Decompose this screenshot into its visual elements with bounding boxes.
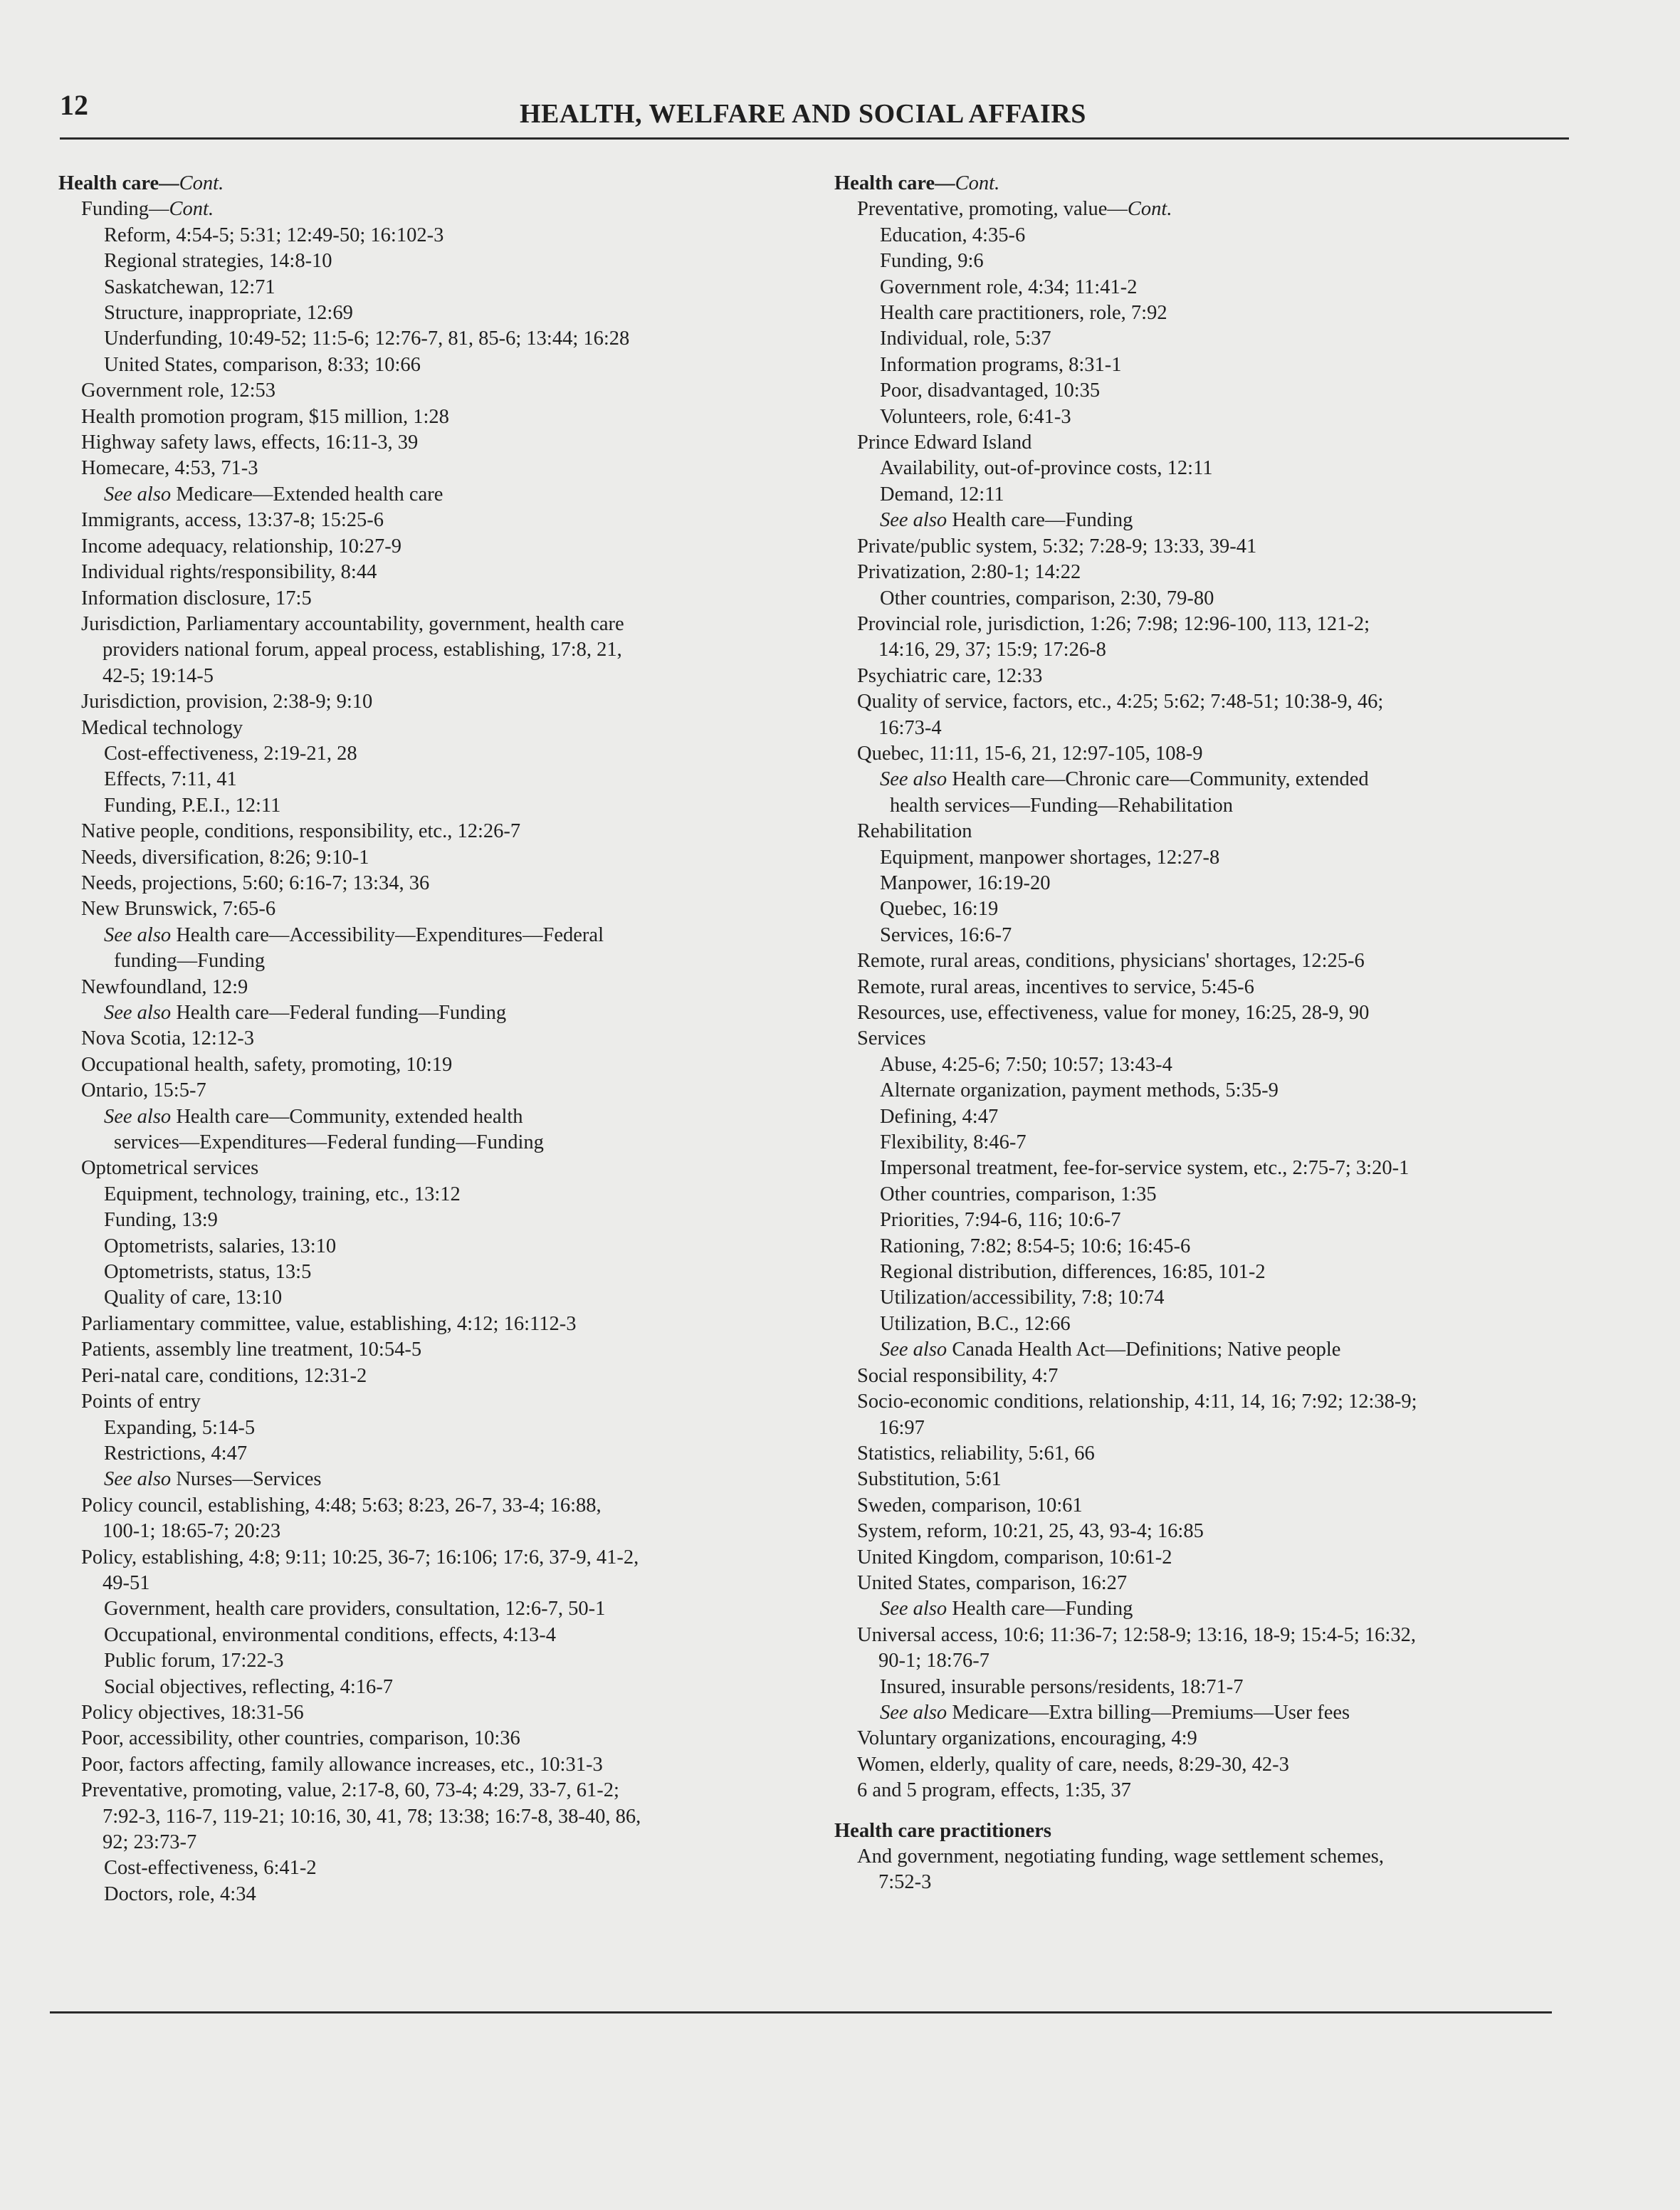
index-entry [81,1545,834,1571]
page-number: 12 [60,89,88,121]
continued-label: Cont. [169,198,214,221]
index-entry [857,1519,1575,1544]
index-entry-text: Policy objectives, 18:31-56 [81,1701,304,1724]
index-entry-continuation [114,948,834,974]
index-entry [857,1545,1575,1571]
index-entry-text: 90-1; 18:76-7 [878,1650,989,1672]
index-entry [857,612,1575,637]
index-entry-text: Needs, projections, 5:60; 6:16-7; 13:34, 36 [81,871,430,894]
index-entry-text: Health care practitioners [834,1819,1051,1842]
index-entry [81,430,834,456]
index-entry-text: Health care—Accessibility—Expenditures—Federal [171,923,604,946]
index-entry-text: Poor, accessibility, other countries, comparison, 10:36 [81,1727,520,1750]
index-entry-text: System, reform, 10:21, 25, 43, 93-4; 16:85 [857,1520,1204,1543]
see-also-label: See also [880,768,947,791]
index-entry-text: Services, 16:6-7 [880,923,1012,946]
index-entry [857,534,1575,560]
index-entry-text: Poor, factors affecting, family allowance increases, etc., 10:31-3 [81,1753,603,1776]
index-entry-text: Optometrical services [81,1157,259,1180]
index-entry [880,352,1575,378]
index-entry [857,1726,1575,1751]
index-entry [81,1700,834,1726]
index-entry [81,1311,834,1337]
index-entry [857,1441,1575,1467]
index-entry [880,1156,1575,1181]
index-entry-continuation [878,1415,1575,1441]
index-entry-text: Parliamentary committee, value, establishing, 4:12; 16:112-3 [81,1312,577,1335]
index-entry [880,1208,1575,1233]
index-entry [81,871,834,896]
index-entry-text: Health care—Community, extended health [171,1105,523,1128]
index-heading [58,171,834,197]
index-entry-continuation [103,1804,834,1830]
index-entry [104,923,834,948]
index-entry-text: Jurisdiction, Parliamentary accountability, government, health care [81,612,624,635]
index-entry-text: Equipment, technology, training, etc., 13:12 [104,1183,461,1205]
index-entry [880,845,1575,871]
index-entry-text: Manpower, 16:19-20 [880,871,1051,894]
index-entry [857,1000,1575,1026]
index-entry [880,1052,1575,1078]
index-entry [81,560,834,585]
index-entry [857,948,1575,974]
see-also-label: See also [104,1105,172,1128]
index-entry [880,456,1575,481]
see-also-label: See also [104,1002,172,1024]
index-entry [104,223,834,248]
index-entry [104,1234,834,1260]
index-entry [857,430,1575,456]
index-entry-continuation [103,1571,834,1596]
index-entry-text: 92; 23:73-7 [103,1831,197,1853]
index-entry-continuation [878,716,1575,741]
index-entry-text: Occupational, environmental conditions, effects, 4:13-4 [104,1623,557,1646]
index-entry [857,664,1575,689]
index-entry-text: Government, health care providers, consultation, 12:6-7, 50-1 [104,1598,606,1620]
index-entry [81,689,834,715]
index-entry-text: Underfunding, 10:49-52; 11:5-6; 12:76-7, 81, 85-6; 13:44; 16:28 [104,328,630,350]
index-entry-text: Doctors, role, 4:34 [104,1882,256,1905]
see-also-label: See also [880,509,947,532]
index-entry [104,1000,834,1026]
index-entry-text: Provincial role, jurisdiction, 1:26; 7:98; 12:96-100, 113, 121-2; [857,612,1370,635]
index-entry-text: Quebec, 16:19 [880,898,999,921]
index-entry-text: Structure, inappropriate, 12:69 [104,302,353,325]
index-entry [81,1778,834,1803]
index-entry-text: Occupational health, safety, promoting, 10:19 [81,1053,453,1076]
index-entry [104,1415,834,1441]
index-entry-text: Government role, 12:53 [81,379,276,402]
index-entry-text: Quality of care, 13:10 [104,1287,283,1309]
see-also-label: See also [880,1598,947,1620]
index-entry [81,1752,834,1778]
index-entry-text: Privatization, 2:80-1; 14:22 [857,561,1081,584]
index-entry [880,482,1575,508]
index-entry [104,1285,834,1311]
see-also-label: See also [880,1339,947,1361]
index-entry [857,1363,1575,1389]
index-entry [81,197,834,222]
index-entry-text: Insured, insurable persons/residents, 18:71-7 [880,1675,1244,1698]
index-entry-text: Health care—Funding [947,1598,1133,1620]
index-entry-text: 16:73-4 [878,716,942,739]
index-entry-text: Poor, disadvantaged, 10:35 [880,379,1101,402]
index-entry-continuation [890,793,1575,819]
index-entry-text: Individual rights/responsibility, 8:44 [81,561,377,584]
index-entry-text: Saskatchewan, 12:71 [104,276,275,298]
index-entry-text: Individual, role, 5:37 [880,328,1051,350]
index-entry [104,275,834,300]
index-entry-text: services—Expenditures—Federal funding—Funding [114,1131,544,1154]
index-entry [104,482,834,508]
index-entry-text: providers national forum, appeal process, establishing, 17:8, 21, [103,639,622,661]
index-entry [104,300,834,326]
index-entry [857,1026,1575,1052]
index-entry-dash: — [159,172,179,194]
index-entry [104,1104,834,1130]
index-column-right [834,171,1575,1896]
index-entry-text: 100-1; 18:65-7; 20:23 [103,1520,281,1543]
index-entry [880,300,1575,326]
index-entry-text: Sweden, comparison, 10:61 [857,1494,1083,1517]
index-entry-text: United States, comparison, 16:27 [857,1571,1128,1594]
index-entry [880,1104,1575,1130]
index-entry-text: Information disclosure, 17:5 [81,587,312,609]
index-entry-text: Medicare—Extended health care [171,483,443,506]
page-title: HEALTH, WELFARE AND SOCIAL AFFAIRS [520,99,1086,129]
index-entry-text: New Brunswick, 7:65-6 [81,898,276,921]
index-entry [857,1467,1575,1492]
index-entry-text: Social objectives, reflecting, 4:16-7 [104,1675,393,1698]
index-entry-text: Needs, diversification, 8:26; 9:10-1 [81,846,369,869]
index-entry-text: Social responsibility, 4:7 [857,1364,1059,1387]
index-entry [104,1208,834,1233]
index-entry-text: Expanding, 5:14-5 [104,1416,256,1439]
index-entry [81,1337,834,1363]
index-entry-text: Patients, assembly line treatment, 10:54-5 [81,1339,422,1361]
index-entry-text: Homecare, 4:53, 71-3 [81,457,258,480]
index-entry [81,456,834,481]
index-entry [104,352,834,378]
index-entry [81,404,834,430]
index-entry [857,1389,1575,1415]
index-entry-text: Funding [81,198,149,221]
see-also-label: See also [104,923,172,946]
see-also-label: See also [880,1701,947,1724]
index-entry-text: Newfoundland, 12:9 [81,975,248,998]
index-entry [880,1078,1575,1104]
index-entry [104,1441,834,1467]
index-entry-text: Reform, 4:54-5; 5:31; 12:49-50; 16:102-3 [104,224,444,246]
index-entry-text: Funding, P.E.I., 12:11 [104,794,281,817]
index-entry-text: health services—Funding—Rehabilitation [890,794,1234,817]
index-entry [81,1078,834,1104]
index-entry [880,1260,1575,1285]
index-entry-text: Availability, out-of-province costs, 12:11 [880,457,1213,480]
index-entry [857,975,1575,1000]
index-entry [880,871,1575,896]
index-entry [857,1844,1575,1870]
index-entry [104,326,834,352]
index-entry [81,586,834,612]
index-entry [81,1052,834,1078]
index-entry-text: Resources, use, effectiveness, value for money, 16:25, 28-9, 90 [857,1002,1370,1024]
index-entry [104,793,834,819]
index-entry-text: Services [857,1027,926,1050]
continued-label: Cont. [1127,198,1172,221]
index-entry-text: Health care—Federal funding—Funding [171,1002,507,1024]
see-also-label: See also [104,1468,172,1491]
index-entry [104,248,834,274]
index-entry [857,1493,1575,1519]
index-entry [880,1675,1575,1700]
index-entry-text: Remote, rural areas, incentives to service, 5:45-6 [857,975,1254,998]
index-entry [880,767,1575,792]
index-entry-text: Psychiatric care, 12:33 [857,664,1043,687]
index-entry-text: Regional distribution, differences, 16:85, 101-2 [880,1261,1266,1284]
index-entry-text: Quebec, 11:11, 15-6, 21, 12:97-105, 108-9 [857,742,1203,765]
index-entry-continuation [878,1870,1575,1895]
index-entry-text: Quality of service, factors, etc., 4:25; 5:62; 7:48-51; 10:38-9, 46; [857,691,1384,713]
index-entry-text: Ontario, 15:5-7 [81,1079,206,1102]
index-entry-text: Impersonal treatment, fee-for-service system, etc., 2:75-7; 3:20-1 [880,1157,1409,1180]
index-entry-text: Policy, establishing, 4:8; 9:11; 10:25, 36-7; 16:106; 17:6, 37-9, 41-2, [81,1546,639,1569]
index-entry-text: Universal access, 10:6; 11:36-7; 12:58-9; 13:16, 18-9; 15:4-5; 16:32, [857,1623,1416,1646]
index-entry [880,1596,1575,1622]
index-entry-continuation [103,637,834,663]
index-entry [81,1156,834,1181]
index-entry-text: Defining, 4:47 [880,1105,999,1128]
index-entry-text: Private/public system, 5:32; 7:28-9; 13:33, 39-41 [857,535,1257,557]
index-entry-text: Flexibility, 8:46-7 [880,1131,1027,1154]
index-entry-text: Preventative, promoting, value [857,198,1108,221]
index-entry [104,1623,834,1648]
index-entry [880,1182,1575,1208]
index-entry-text: Remote, rural areas, conditions, physicians' shortages, 12:25-6 [857,950,1365,973]
index-entry-text: Optometrists, status, 13:5 [104,1261,312,1284]
index-entry [857,1752,1575,1778]
index-entry-text: 16:97 [878,1416,925,1439]
index-entry [857,689,1575,715]
index-entry-text: Peri-natal care, conditions, 12:31-2 [81,1364,367,1387]
index-heading [834,1818,1575,1844]
index-entry [880,223,1575,248]
see-also-label: See also [104,483,172,506]
index-entry-text: Alternate organization, payment methods, 5:35-9 [880,1079,1279,1102]
index-entry-text: Other countries, comparison, 1:35 [880,1183,1157,1205]
index-entry-text: Education, 4:35-6 [880,224,1026,246]
index-entry [81,1726,834,1751]
index-entry-text: Information programs, 8:31-1 [880,353,1122,376]
index-entry-continuation [878,1648,1575,1674]
index-entry [880,1311,1575,1337]
index-entry-text: 49-51 [103,1571,150,1594]
index-entry-text: 42-5; 19:14-5 [103,664,214,687]
index-entry-text: Women, elderly, quality of care, needs, 8:29-30, 42-3 [857,1753,1289,1776]
index-entry-text: Jurisdiction, provision, 2:38-9; 9:10 [81,691,373,713]
index-entry-text: United States, comparison, 8:33; 10:66 [104,353,421,376]
index-entry [104,767,834,792]
index-entry-text: And government, negotiating funding, wage settlement schemes, [857,1845,1385,1868]
index-entry [880,923,1575,948]
index-entry-text: Health promotion program, $15 million, 1:28 [81,405,449,428]
index-entry [857,1571,1575,1596]
index-entry [880,378,1575,404]
index-entry-text: Cost-effectiveness, 2:19-21, 28 [104,742,357,765]
index-entry-text: Abuse, 4:25-6; 7:50; 10:57; 13:43-4 [880,1053,1172,1076]
index-entry-text: Public forum, 17:22-3 [104,1650,284,1672]
index-entry-text: Socio-economic conditions, relationship, 4:11, 14, 16; 7:92; 12:38-9; [857,1391,1417,1413]
index-entry-text: United Kingdom, comparison, 10:61-2 [857,1546,1172,1569]
index-entry [857,741,1575,767]
index-entry [880,508,1575,533]
index-entry-text: Demand, 12:11 [880,483,1004,506]
index-entry [880,326,1575,352]
index-entry [81,378,834,404]
index-entry [81,534,834,560]
index-entry-text: Regional strategies, 14:8-10 [104,250,332,273]
index-entry [857,197,1575,222]
index-entry [81,1026,834,1052]
index-entry-text: Income adequacy, relationship, 10:27-9 [81,535,402,557]
index-entry [880,586,1575,612]
index-entry-text: Native people, conditions, responsibility, etc., 12:26-7 [81,820,521,843]
index-entry [857,1623,1575,1648]
index-entry-text: Substitution, 5:61 [857,1468,1002,1491]
index-entry-dash: — [149,198,169,221]
index-entry [880,896,1575,922]
index-entry [880,1337,1575,1363]
header-rule [60,137,1569,140]
index-entry [81,1493,834,1519]
index-entry-text: Medicare—Extra billing—Premiums—User fees [947,1701,1350,1724]
index-entry [104,1648,834,1674]
index-entry-continuation [103,664,834,689]
index-entry [880,1234,1575,1260]
index-entry [880,404,1575,430]
index-entry-text: Health care practitioners, role, 7:92 [880,302,1167,325]
index-entry-text: Other countries, comparison, 2:30, 79-80 [880,587,1214,609]
index-heading [834,171,1575,197]
index-entry-text: Health care—Funding [947,509,1133,532]
index-entry [81,1389,834,1415]
index-entry [880,1700,1575,1726]
continued-label: Cont. [179,172,224,194]
index-entry-text: Medical technology [81,716,243,739]
index-entry-text: 6 and 5 program, effects, 1:35, 37 [857,1779,1131,1802]
index-entry-text: Effects, 7:11, 41 [104,768,237,791]
index-entry-text: Rationing, 7:82; 8:54-5; 10:6; 16:45-6 [880,1235,1191,1257]
index-entry-text: Funding, 9:6 [880,250,984,273]
index-entry-text: 7:92-3, 116-7, 119-21; 10:16, 30, 41, 78; 13:38; 16:7-8, 38-40, 86, [103,1805,641,1828]
index-entry [81,845,834,871]
index-entry [104,1260,834,1285]
index-entry-text: Funding, 13:9 [104,1209,218,1232]
index-entry-text: Canada Health Act—Definitions; Native people [947,1339,1341,1361]
index-entry-text: Policy council, establishing, 4:48; 5:63; 8:23, 26-7, 33-4; 16:88, [81,1494,602,1517]
index-entry [81,612,834,637]
index-entry [857,560,1575,585]
footer-rule [50,2011,1552,2013]
index-entry-text: Cost-effectiveness, 6:41-2 [104,1857,317,1880]
index-entry-text: Equipment, manpower shortages, 12:27-8 [880,846,1220,869]
index-entry [880,1130,1575,1156]
index-entry [857,819,1575,844]
index-entry-text: Immigrants, access, 13:37-8; 15:25-6 [81,509,384,532]
index-entry-dash: — [1107,198,1128,221]
index-entry [880,248,1575,274]
index-entry-text: Highway safety laws, effects, 16:11-3, 39 [81,431,419,454]
index-column-left [58,171,834,1907]
index-entry-text: Utilization/accessibility, 7:8; 10:74 [880,1287,1165,1309]
index-entry-text: Health care [58,172,159,194]
index-entry [104,1467,834,1492]
index-entry-text: Statistics, reliability, 5:61, 66 [857,1442,1095,1465]
index-entry-text: Rehabilitation [857,820,972,843]
index-entry [880,275,1575,300]
index-entry-text: Voluntary organizations, encouraging, 4:9 [857,1727,1197,1750]
index-entry [81,716,834,741]
index-entry-continuation [878,637,1575,663]
index-entry-text: Utilization, B.C., 12:66 [880,1312,1071,1335]
index-entry [104,1596,834,1622]
index-entry-text: Restrictions, 4:47 [104,1442,248,1465]
index-entry [81,896,834,922]
index-entry-dash: — [935,172,955,194]
index-entry-text: Points of entry [81,1391,201,1413]
index-entry [104,741,834,767]
index-entry [104,1675,834,1700]
index-entry-text: 7:52-3 [878,1871,932,1894]
index-entry-text: Volunteers, role, 6:41-3 [880,405,1071,428]
index-entry [857,1778,1575,1803]
index-entry [81,975,834,1000]
index-entry [880,1285,1575,1311]
index-entry [104,1855,834,1881]
index-entry-text: Prince Edward Island [857,431,1032,454]
index-entry-text: Government role, 4:34; 11:41-2 [880,276,1138,298]
continued-label: Cont. [955,172,1000,194]
index-entry-text: Nova Scotia, 12:12-3 [81,1027,255,1050]
index-entry-text: Priorities, 7:94-6, 116; 10:6-7 [880,1209,1121,1232]
index-entry-text: Nurses—Services [171,1468,322,1491]
index-entry [81,819,834,844]
index-entry-text: funding—Funding [114,950,266,973]
index-entry-text: Preventative, promoting, value, 2:17-8, 60, 73-4; 4:29, 33-7, 61-2; [81,1779,619,1802]
index-entry [81,1363,834,1389]
index-entry-continuation [103,1830,834,1855]
index-entry-text: Optometrists, salaries, 13:10 [104,1235,337,1257]
index-entry [81,508,834,533]
index-entry [104,1182,834,1208]
index-entry-text: Health care—Chronic care—Community, extended [947,768,1369,791]
index-entry-continuation [103,1519,834,1544]
index-entry [104,1882,834,1907]
index-entry-text: 14:16, 29, 37; 15:9; 17:26-8 [878,639,1106,661]
index-entry-text: Health care [834,172,935,194]
index-entry-continuation [114,1130,834,1156]
